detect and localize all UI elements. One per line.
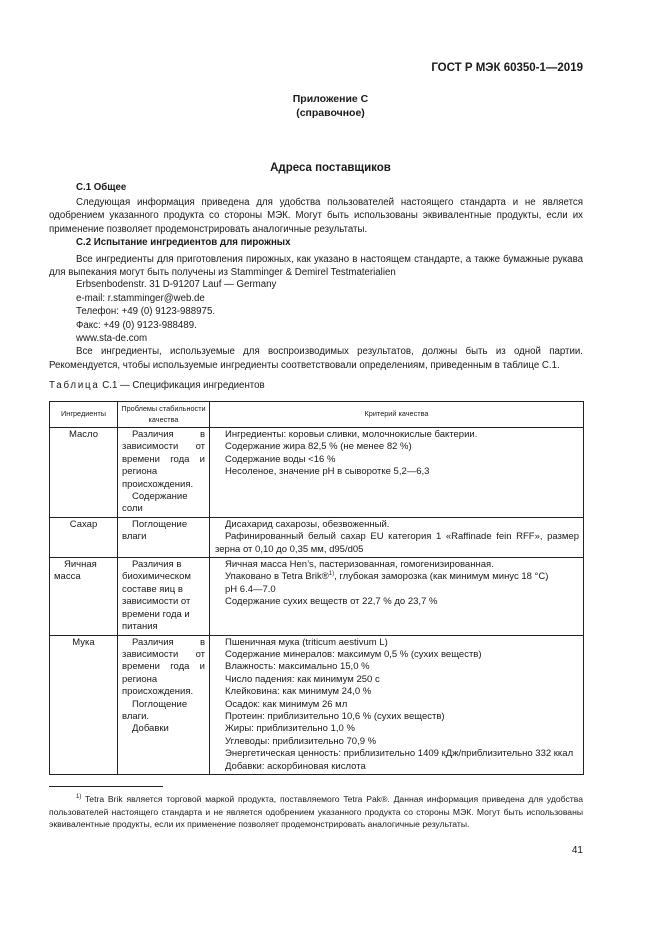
problem-text: Различия в зависимости от времени года и региона происхождения. xyxy=(122,429,205,490)
ingredient-cell: Сахар xyxy=(50,517,118,557)
problem-text: Поглощение влаги. xyxy=(122,698,188,722)
section-c2-heading: С.2 Испытание ингредиентов для пирожных xyxy=(76,237,291,248)
criterion-line: Несоленое, значение pH в сыворотке 5,2—6,3 xyxy=(225,466,430,478)
appendix-type: (справочное) xyxy=(296,107,365,119)
problems-cell xyxy=(118,517,210,557)
section-c2 xyxy=(49,236,583,280)
footnote-reference[interactable]: 1) xyxy=(328,571,335,578)
footnote xyxy=(49,793,583,831)
supplier-address: Erbsenbodenstr. 31 D-91207 Lauf — Germany xyxy=(76,279,277,290)
header-ingredients: Ингредиенты xyxy=(50,402,118,428)
criterion-line: Влажность: максимально 15,0 % xyxy=(225,661,370,673)
header-problems: Проблемы стабильности качества xyxy=(118,402,210,428)
section-c1 xyxy=(49,181,583,236)
footnote-text: Tetra Brik является торговой маркой продукта, поставляемого Tetra Pak®. Данная информация приведена для удобства пользователей настоящего стандарта и не является одобрением указанного продукта со стороны МЭК. Могут быть использованы эквивалентные продукты, если их применение позволяет продемонстрировать аналогичные результаты. xyxy=(49,794,583,830)
appendix-label: Приложение С xyxy=(292,93,369,105)
table-caption-text: С.1 — Спецификация ингредиентов xyxy=(99,380,265,391)
ingredient-cell: Мука xyxy=(50,635,118,774)
criteria-cell xyxy=(210,428,584,518)
criterion-line: Добавки: аскорбиновая кислота xyxy=(225,760,366,772)
footnote-mark: 1) xyxy=(76,794,82,801)
criterion-line: Дисахарид сахарозы, обезвоженный. xyxy=(225,518,390,530)
page-number: 41 xyxy=(571,845,583,856)
criterion-line: Содержание жира 82,5 % (не менее 82 %) xyxy=(225,441,412,453)
table-row xyxy=(50,635,584,774)
criteria-cell xyxy=(210,517,584,557)
header-criteria: Критерий качества xyxy=(210,402,584,428)
criterion-line: pH 6.4—7.0 xyxy=(225,583,276,595)
criterion-line xyxy=(215,571,579,583)
criteria-cell xyxy=(210,635,584,774)
criterion-line: Содержание минералов: максимум 0,5 % (сухих веществ) xyxy=(225,648,482,660)
criterion-line: Содержание воды <16 % xyxy=(225,453,336,465)
ingredient-cell: Масло xyxy=(50,428,118,518)
criterion-line: Пшеничная мука (triticum aestivum L) xyxy=(225,636,388,648)
table-row xyxy=(50,428,584,518)
problem-text: Различия в зависимости от времени года и региона происхождения. xyxy=(122,636,205,698)
criterion-line: Углеводы: приблизительно 70,9 % xyxy=(225,735,377,747)
footnote-divider xyxy=(49,786,163,787)
criterion-line: Рафинированный белый сахар EU категория 1 «Raffinade fein RFF», размер зерна от 0,10 до 0,35 мм, d95/d05 xyxy=(215,531,579,555)
criterion-text: , глубокая заморозка (как минимум минус 18 °С) xyxy=(334,571,549,583)
ingredient-cell: Яичная масса xyxy=(50,558,118,635)
appendix-title: Адреса поставщиков xyxy=(270,162,391,174)
criterion-text: Упаковано в Tetra Brik® xyxy=(225,571,329,583)
problem-text: Содержание соли xyxy=(122,491,188,515)
criterion-line: Энергетическая ценность: приблизительно 1409 кДж/приблизительно 332 ккал xyxy=(225,748,574,760)
problems-cell xyxy=(118,558,210,635)
criterion-line: Осадок: как минимум 26 мл xyxy=(225,698,348,710)
criterion-line: Жиры: приблизительно 1,0 % xyxy=(225,723,355,735)
table-caption xyxy=(49,380,265,391)
criterion-line: Ингредиенты: коровьи сливки, молочнокислые бактерии. xyxy=(225,429,478,440)
criteria-cell xyxy=(210,558,584,635)
section-c2-paragraph-1: Все ингредиенты для приготовления пирожных, как указано в настоящем стандарте, а также бумажные рукава для выпекания могут быть получены из Stamminger & Demirel Testmaterialien xyxy=(49,253,583,279)
criterion-line: Содержание сухих веществ от 22,7 % до 23,7 % xyxy=(225,596,438,608)
problems-cell xyxy=(118,428,210,518)
supplier-website: www.sta-de.com xyxy=(76,333,148,344)
section-c1-heading: С.1 Общее xyxy=(76,182,127,193)
criterion-line: Протеин: приблизительно 10,6 % (сухих веществ) xyxy=(225,710,445,722)
problems-cell xyxy=(118,635,210,774)
table-caption-word: Таблица xyxy=(49,380,100,391)
table-header-row xyxy=(50,402,584,428)
ingredients-spec-table xyxy=(49,401,584,775)
table-row xyxy=(50,517,584,557)
standard-code: ГОСТ Р МЭК 60350-1—2019 xyxy=(431,62,583,74)
supplier-fax: Факс: +49 (0) 9123-988489. xyxy=(76,320,197,331)
appendix-heading xyxy=(0,92,661,120)
section-c1-paragraph: Следующая информация приведена для удобства пользователей настоящего стандарта и не является одобрением указанного продукта со стороны МЭК. Могут быть использованы эквивалентные продукты, если их применение позволяет продемонстрировать аналогичные результаты. xyxy=(49,196,583,235)
criterion-line: Клейковина: как минимум 24,0 % xyxy=(225,686,372,698)
supplier-phone: Телефон: +49 (0) 9123-988975. xyxy=(76,306,216,317)
section-c2-paragraph-2: Все ингредиенты, используемые для воспроизводимых результатов, должны быть из одной партии. Рекомендуется, чтобы используемые ингредиенты соответствовали определениям, приведенным в таблице С.1. xyxy=(49,346,583,371)
problem-text: Добавки xyxy=(132,723,169,735)
problem-text: Поглощение влаги xyxy=(122,518,188,543)
problem-text: Различия в биохимическом составе яиц в зависимости от времени года и питания xyxy=(122,559,191,633)
criterion-line: Число падения: как минимум 250 с xyxy=(225,673,380,685)
criterion-line: Яичная масса Hen’s, пастеризованная, гомогенизированная. xyxy=(225,559,494,571)
supplier-email: e-mail: r.stamminger@web.de xyxy=(76,293,205,304)
table-row xyxy=(50,558,584,635)
